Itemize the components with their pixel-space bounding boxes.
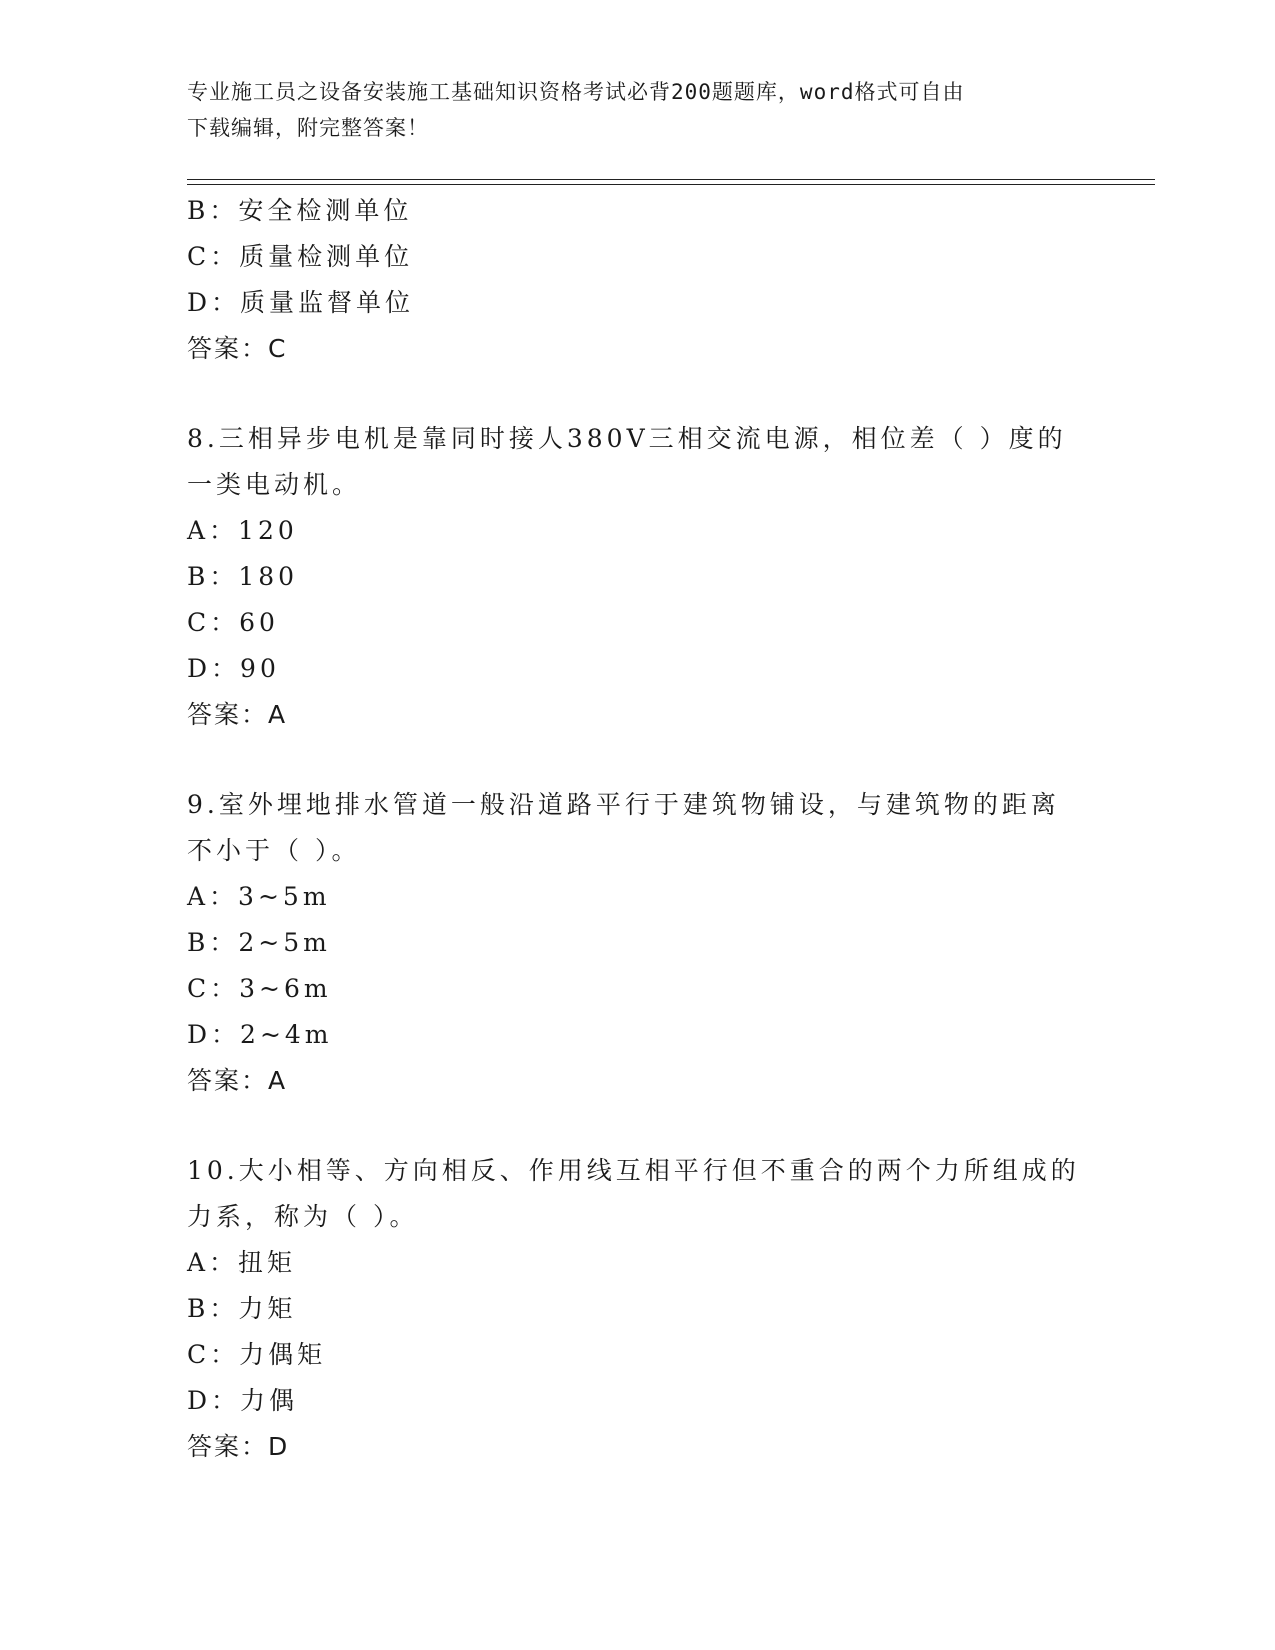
option-c: C：3~6m [187,974,332,1003]
header-line-1: 专业施工员之设备安装施工基础知识资格考试必背200题题库，word格式可自由 [187,80,965,104]
option-d: D：力偶 [187,1386,299,1415]
option-b: B：180 [187,562,299,591]
option-b: B：力矩 [187,1294,297,1323]
previous-question-block [187,188,1087,372]
header-divider-bottom [187,184,1155,185]
option-c: C：力偶矩 [187,1340,327,1369]
answer-line: 答案：C [187,334,288,363]
answer-line: 答案：A [187,1066,288,1095]
header-divider-top [187,179,1155,180]
question-stem-line-1: 9.室外埋地排水管道一般沿道路平行于建筑物铺设，与建筑物的距离 [187,790,1060,819]
option-c: C：60 [187,608,279,637]
option-b: B：2~5m [187,928,331,957]
header-line-2: 下载编辑，附完整答案！ [187,116,429,140]
spacer [187,738,1087,782]
option-c: C：质量检测单位 [187,242,414,271]
question-content [187,188,1087,1470]
answer-line: 答案：D [187,1432,290,1461]
spacer [187,1104,1087,1148]
question-stem-line-1: 8.三相异步电机是靠同时接人380V三相交流电源，相位差（ ）度的 [187,424,1067,453]
option-a: A：3~5m [187,882,331,911]
question-block-8 [187,416,1087,738]
question-block-9 [187,782,1087,1104]
document-header [187,74,1067,146]
question-stem-line-2: 不小于（ ）。 [187,836,361,865]
option-d: D：90 [187,654,280,683]
option-a: A：120 [187,516,298,545]
question-stem-line-2: 力系，称为（ ）。 [187,1202,419,1231]
option-d: D：质量监督单位 [187,288,415,317]
question-stem-line-1: 10.大小相等、方向相反、作用线互相平行但不重合的两个力所组成的 [187,1156,1080,1185]
question-stem-line-2: 一类电动机。 [187,470,362,499]
option-d: D：2~4m [187,1020,333,1049]
question-block-10 [187,1148,1087,1470]
option-b: B：安全检测单位 [187,196,413,225]
answer-line: 答案：A [187,700,288,729]
option-a: A：扭矩 [187,1248,297,1277]
spacer [187,372,1087,416]
